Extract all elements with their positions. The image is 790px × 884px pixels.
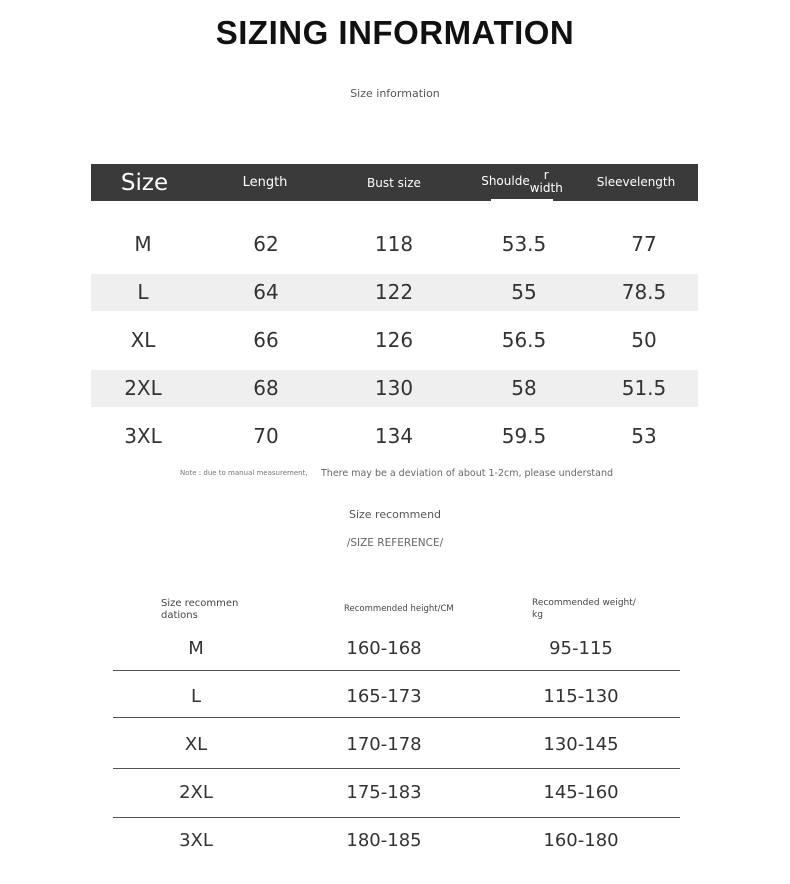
rec-size: L: [190, 686, 202, 707]
recommend-row: [113, 771, 680, 815]
cell-sleeve: 53: [631, 424, 657, 448]
header-size-recommendations: [161, 598, 251, 622]
size-reference-label: /SIZE REFERENCE/: [346, 537, 444, 549]
header-size: Size: [113, 162, 176, 203]
size-information-label: Size information: [350, 87, 440, 100]
cell-bust: 122: [374, 280, 414, 304]
rec-size: XL: [184, 734, 208, 755]
rec-weight: 115-130: [543, 686, 619, 707]
cell-length: 62: [253, 232, 279, 256]
header-bust-size: Bust size: [367, 175, 421, 190]
rec-height: 180-185: [346, 830, 422, 851]
header-shoulder-line1: Shoulde: [481, 174, 530, 188]
header-size-rec-line1: Size recommen: [161, 598, 239, 609]
cell-bust: 126: [374, 328, 414, 352]
rec-weight: 130-145: [543, 734, 619, 755]
rec-height: 160-168: [346, 638, 422, 659]
rec-weight: 95-115: [549, 638, 613, 659]
table-row: [91, 226, 698, 263]
header-sleeve-line1: Sleeve: [596, 175, 637, 189]
header-size-rec-line2: dations: [161, 610, 198, 621]
cell-sleeve: 77: [631, 232, 657, 256]
header-recommended-weight: [532, 597, 642, 621]
recommend-row: [113, 627, 680, 671]
rec-size: 2XL: [179, 782, 213, 803]
cell-shoulder: 53.5: [501, 232, 547, 256]
rec-height: 165-173: [346, 686, 422, 707]
size-recommend-label: Size recommend: [348, 508, 442, 521]
measurement-note: Note : due to manual measurement,: [180, 469, 308, 477]
cell-shoulder: 55: [511, 280, 537, 304]
cell-size: L: [137, 280, 149, 304]
cell-bust: 118: [374, 232, 414, 256]
header-sleeve-line2: length: [636, 175, 676, 189]
header-length: Length: [235, 162, 295, 201]
header-sleeve-length: [596, 162, 676, 201]
cell-sleeve: 78.5: [621, 280, 667, 304]
cell-length: 70: [253, 424, 279, 448]
cell-shoulder: 56.5: [501, 328, 547, 352]
cell-sleeve: 51.5: [621, 376, 667, 400]
table-row: [91, 322, 698, 359]
cell-bust: 130: [374, 376, 414, 400]
rec-weight: 160-180: [543, 830, 619, 851]
row-divider: [113, 768, 680, 769]
size-table-header: [91, 164, 698, 201]
cell-shoulder: 59.5: [501, 424, 547, 448]
table-row: [91, 274, 698, 311]
header-shoulder-width: [481, 164, 563, 201]
row-divider: [113, 817, 680, 818]
table-row: [91, 370, 698, 407]
cell-size: 3XL: [124, 424, 162, 448]
cell-bust: 134: [374, 424, 414, 448]
header-weight-line1: Recommended weight/: [532, 598, 636, 608]
rec-weight: 145-160: [543, 782, 619, 803]
cell-length: 64: [253, 280, 279, 304]
cell-sleeve: 50: [631, 328, 657, 352]
page-title: SIZING INFORMATION: [215, 14, 575, 51]
header-recommended-height: Recommended height/CM: [344, 604, 454, 614]
rec-height: 175-183: [346, 782, 422, 803]
table-row: [91, 418, 698, 455]
rec-size: 3XL: [179, 830, 213, 851]
cell-size: M: [134, 232, 152, 256]
recommend-row: [113, 675, 680, 719]
rec-size: M: [188, 638, 204, 659]
cell-length: 66: [253, 328, 279, 352]
header-shoulder-line2: r width: [529, 167, 563, 195]
cell-size: XL: [130, 328, 156, 352]
cell-length: 68: [253, 376, 279, 400]
deviation-note: There may be a deviation of about 1-2cm, please understand: [321, 468, 614, 479]
row-divider: [113, 717, 680, 718]
cell-shoulder: 58: [511, 376, 537, 400]
cell-size: 2XL: [124, 376, 162, 400]
recommend-row: [113, 819, 680, 863]
rec-height: 170-178: [346, 734, 422, 755]
header-weight-line2: kg: [532, 610, 543, 620]
recommend-row: [113, 723, 680, 767]
row-divider: [113, 670, 680, 671]
